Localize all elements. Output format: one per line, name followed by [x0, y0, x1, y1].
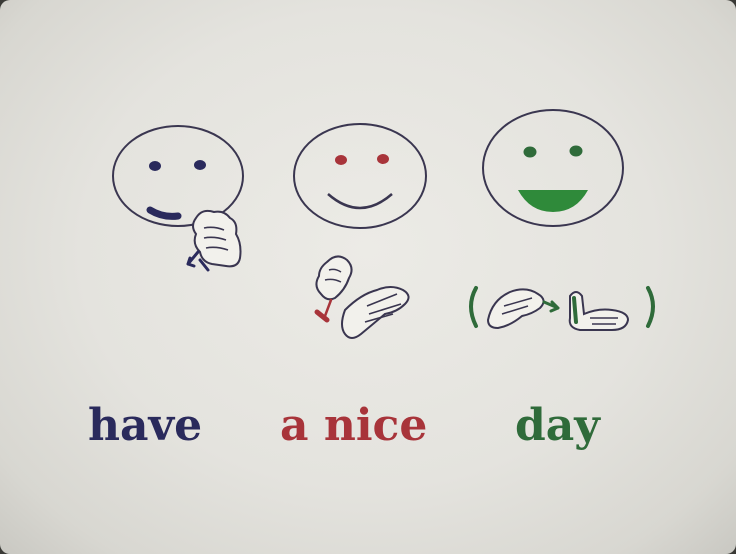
word-day: day [515, 400, 600, 451]
sign-nice-icon [305, 250, 425, 350]
word-have: have [88, 400, 203, 451]
smiley-face-green-icon [478, 104, 628, 234]
sign-have-icon [180, 200, 255, 278]
word-a-nice: a nice [280, 400, 428, 451]
sign-day-icon [462, 278, 662, 340]
smiley-face-red-icon [290, 118, 430, 233]
